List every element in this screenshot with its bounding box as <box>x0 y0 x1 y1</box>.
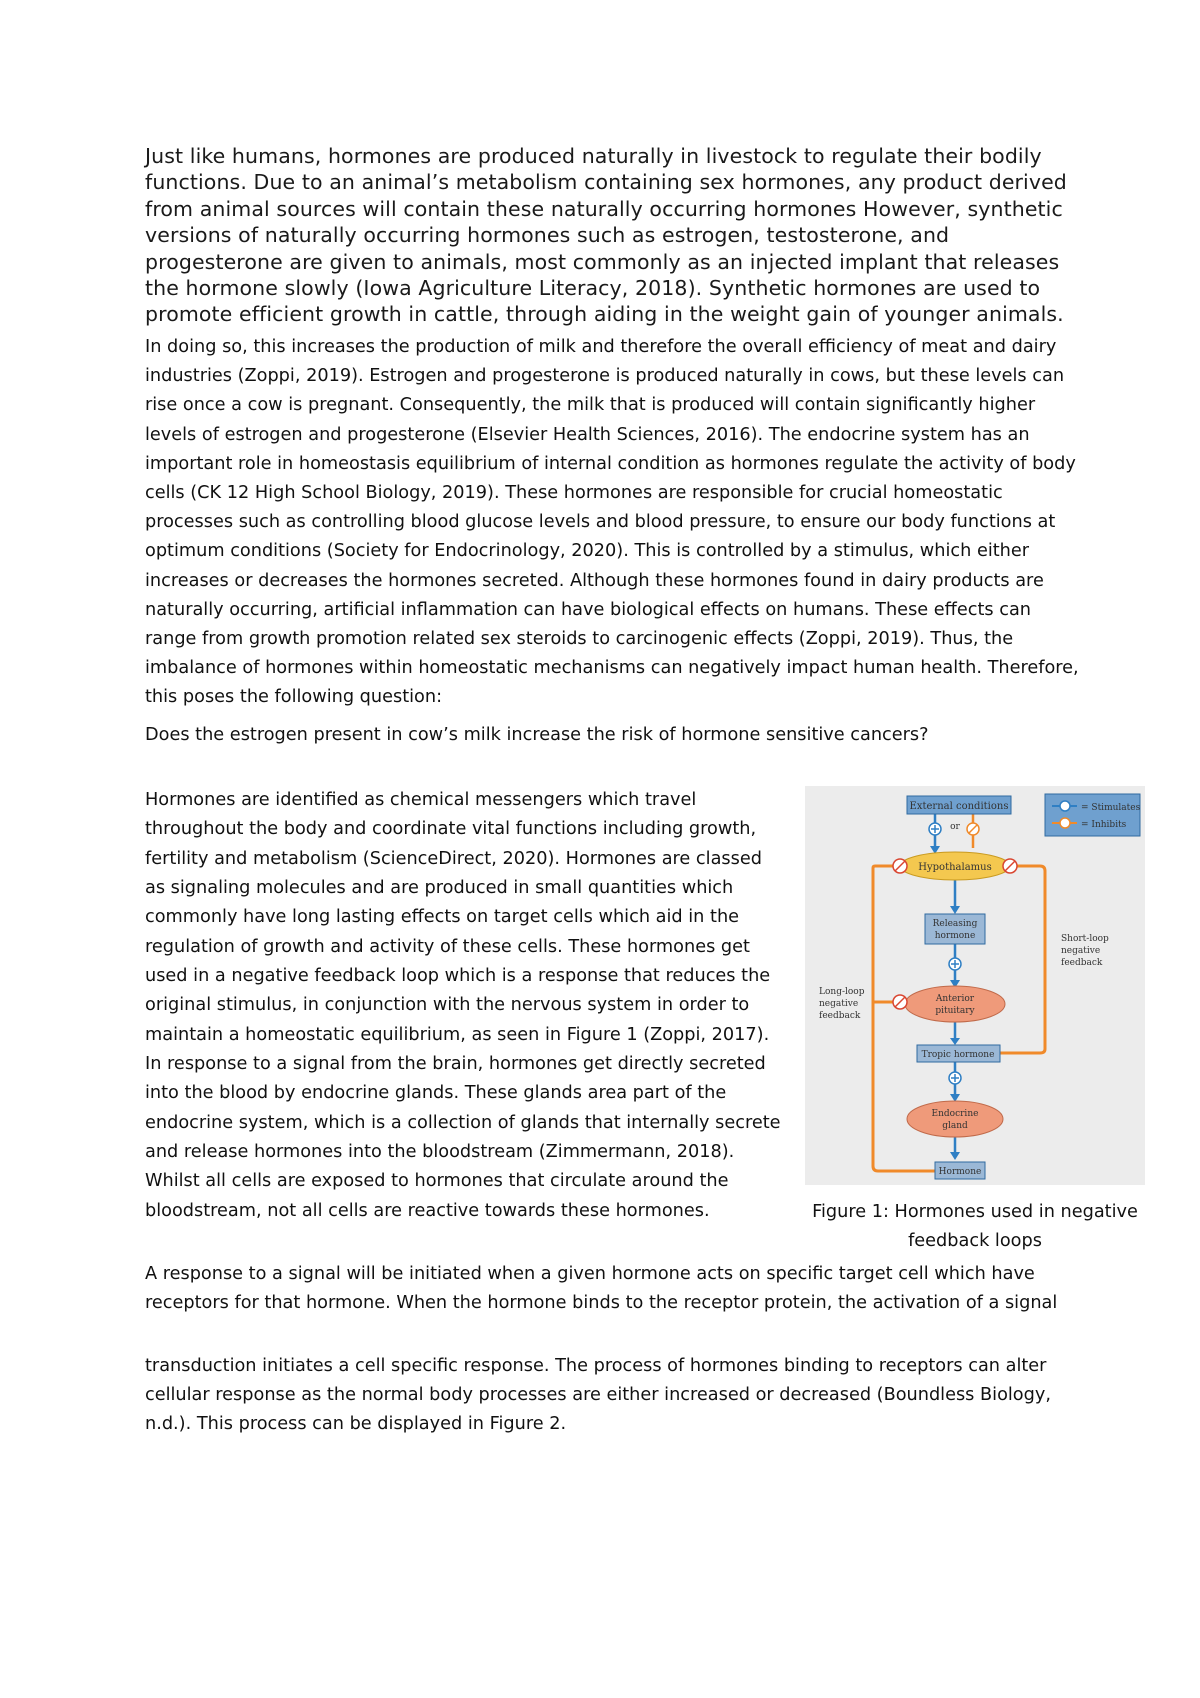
legend-inhibit-icon <box>1060 818 1070 828</box>
response-paragraph: A response to a signal will be initiated when a given hormone acts on specific target cell which have receptors for that hormone. When the hormone binds to the receptor protein, the activation of a signal <box>145 1264 1058 1314</box>
legend-stimulate-icon <box>1060 801 1070 811</box>
short-loop-line <box>1000 866 1045 1053</box>
hypothalamus-label: Hypothalamus <box>918 862 992 873</box>
short-loop-label-1: Short-loop <box>1061 934 1109 944</box>
long-loop-label-2: negative <box>819 999 859 1009</box>
endocrine-gland-label-1: Endocrine <box>931 1109 979 1119</box>
external-conditions-label: External conditions <box>909 801 1009 812</box>
arrowhead <box>950 1038 960 1045</box>
feedback-loop-diagram <box>805 786 1145 1185</box>
releasing-hormone-label-1: Releasing <box>932 919 978 929</box>
anterior-pituitary-label-1: Anterior <box>935 994 975 1004</box>
endocrine-gland-ellipse <box>907 1101 1003 1137</box>
endocrine-gland-label-2: gland <box>942 1121 968 1131</box>
releasing-hormone-label-2: hormone <box>934 931 976 941</box>
long-loop-label-1: Long-loop <box>819 987 865 997</box>
long-loop-label-3: feedback <box>819 1011 861 1021</box>
or-label: or <box>950 822 960 832</box>
arrowhead <box>950 906 960 914</box>
legend-inhibits-label: = Inhibits <box>1081 820 1127 830</box>
arrowhead <box>950 1152 960 1160</box>
research-question: Does the estrogen present in cow’s milk increase the risk of hormone sensitive cancers? <box>145 725 929 745</box>
figure-1-diagram <box>805 786 1145 1185</box>
intro-paragraph: Just like humans, hormones are produced naturally in livestock to regulate their bodily functions. Due to an animal’s metabolism containing sex hormones, any product derived from animal sources will contain these naturally occurring hormones However, synthetic versions of naturally occurring hormones such as estrogen, testosterone, and progesterone are given to animals, most commonly as an injected implant that releases the hormone slowly (Iowa Agriculture Literacy, 2018). Synthetic hormones are used to promote efficient growth in cattle, through aiding in the weight gain of younger animals. <box>145 144 1067 327</box>
short-loop-label-2: negative <box>1061 946 1101 956</box>
hormone-label: Hormone <box>938 1167 982 1177</box>
anterior-pituitary-ellipse <box>905 986 1005 1022</box>
anterior-pituitary-label-2: pituitary <box>935 1006 975 1016</box>
tropic-hormone-label: Tropic hormone <box>921 1050 995 1060</box>
hormones-paragraph: Hormones are identified as chemical messengers which travel throughout the body and coordinate vital functions including growth, fertility and metabolism (ScienceDirect, 2020). Hormones are classed as signaling molecules and are produced in small quantities which commonly have long lasting effects on target cells which aid in the regulation of growth and activity of these cells. These hormones get used in a negative feedback loop which is a response that reduces the original stimulus, in conjunction with the nervous system in order to maintain a homeostatic equilibrium, as seen in Figure 1 (Zoppi, 2017). In response to a signal from the brain, hormones get directly secreted into the blood by endocrine glands. These glands area part of the endocrine system, which is a collection of glands that internally secrete and release hormones into the bloodstream (Zimmermann, 2018). Whilst all cells are exposed to hormones that circulate around the bloodstream, not all cells are reactive towards these hormones. <box>145 790 781 1221</box>
short-loop-label-3: feedback <box>1061 958 1103 968</box>
legend-stimulates-label: = Stimulates <box>1081 803 1141 813</box>
figure-1-caption: Figure 1: Hormones used in negative feedback loops <box>812 1202 1138 1251</box>
intro-continuation-paragraph: In doing so, this increases the production of milk and therefore the overall efficiency of meat and dairy industries (Zoppi, 2019). Estrogen and progesterone is produced naturally in cows, but these levels can rise once a cow is pregnant. Consequently, the milk that is produced will contain significantly higher levels of estrogen and progesterone (Elsevier Health Sciences, 2016). The endocrine system has an important role in homeostasis equilibrium of internal condition as hormones regulate the activity of body cells (CK 12 High School Biology, 2019). These hormones are responsible for crucial homeostatic processes such as controlling blood glucose levels and blood pressure, to ensure our body functions at optimum conditions (Society for Endocrinology, 2020). This is controlled by a stimulus, which either increases or decreases the hormones secreted. Although these hormones found in dairy products are naturally occurring, artificial inflammation can have biological effects on humans. These effects can range from growth promotion related sex steroids to carcinogenic effects (Zoppi, 2019). Thus, the imbalance of hormones within homeostatic mechanisms can negatively impact human health. Therefore, this poses the following question: <box>145 337 1079 708</box>
transduction-paragraph: transduction initiates a cell specific response. The process of hormones binding to receptors can alter cellular response as the normal body processes are either increased or decreased (Boundless Biology, n.d.). This process can be displayed in Figure 2. <box>145 1356 1051 1435</box>
